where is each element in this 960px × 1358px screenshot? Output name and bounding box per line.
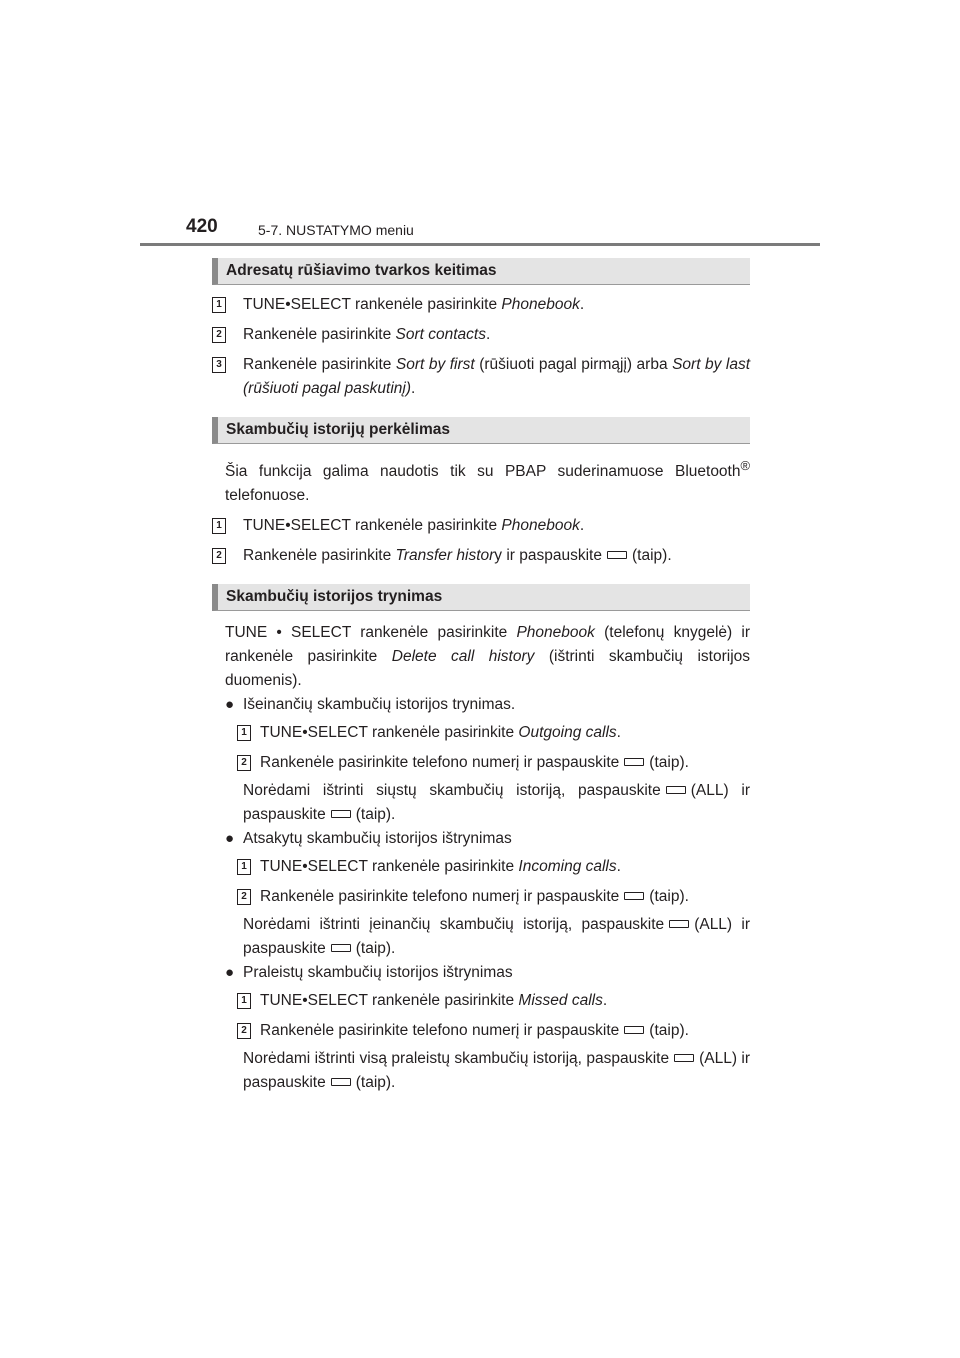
button-icon (607, 551, 627, 559)
note-text: Norėdami ištrinti įeinančių skambučių istoriją, paspauskite (ALL) ir paspauskite (taip). (243, 916, 750, 958)
step-3: 3 Rankenėle pasirinkite Sort by first (rūšiuoti pagal pirmąjį) arba Sort by last (rūšiuoti pagal paskutinį). (212, 353, 750, 401)
step-2: 2 Rankenėle pasirinkite telefono numerį ir paspauskite (taip). (212, 751, 750, 775)
bullet-item: ● Praleistų skambučių istorijos ištrynimas (212, 961, 750, 985)
button-icon (669, 920, 689, 928)
step-number: 2 (212, 548, 226, 564)
note-text: Norėdami ištrinti visą praleistų skambučių istoriją, paspauskite (ALL) ir paspauskite (taip). (243, 1050, 750, 1092)
button-icon (624, 758, 644, 766)
step-number: 2 (237, 1023, 251, 1039)
section-heading-transfer-history: Skambučių istorijų perkėlimas (212, 417, 750, 444)
bullet-item: ● Atsakytų skambučių istorijos ištrynimas (212, 827, 750, 851)
step-2: 2 Rankenėle pasirinkite Transfer history ir paspauskite (taip). (212, 544, 750, 568)
section-intro: TUNE • SELECT rankenėle pasirinkite Phonebook (telefonų knygelė) ir rankenėle pasirinkite Delete call history (ištrinti skambučių istorijos duomenis). (225, 624, 751, 690)
step-1: 1 TUNE•SELECT rankenėle pasirinkite Incoming calls. (212, 855, 750, 879)
header-rule (140, 243, 820, 246)
bullet-icon: ● (225, 830, 235, 848)
step-number: 3 (212, 357, 226, 373)
button-icon (331, 944, 351, 952)
button-icon (331, 810, 351, 818)
bullet-icon: ● (225, 964, 235, 982)
page-content (212, 258, 750, 1095)
section-heading-sort-order: Adresatų rūšiavimo tvarkos keitimas (212, 258, 750, 285)
button-icon (624, 892, 644, 900)
bullet-icon: ● (225, 696, 235, 714)
step-number: 1 (237, 859, 251, 875)
step-number: 2 (237, 889, 251, 905)
step-1: 1 TUNE•SELECT rankenėle pasirinkite Phonebook. (212, 514, 750, 538)
button-icon (674, 1054, 694, 1062)
step-number: 1 (237, 993, 251, 1009)
section-heading-delete-history: Skambučių istorijos trynimas (212, 584, 750, 611)
step-number: 1 (212, 297, 226, 313)
step-1: 1 TUNE•SELECT rankenėle pasirinkite Phonebook. (212, 293, 750, 317)
chapter-title: 5-7. NUSTATYMO meniu (258, 222, 414, 238)
step-number: 1 (237, 725, 251, 741)
button-icon (624, 1026, 644, 1034)
step-2: 2 Rankenėle pasirinkite telefono numerį ir paspauskite (taip). (212, 1019, 750, 1043)
button-icon (666, 786, 686, 794)
bullet-item: ● Išeinančių skambučių istorijos trynimas. (212, 693, 750, 717)
page-number: 420 (186, 216, 218, 237)
step-2: 2 Rankenėle pasirinkite Sort contacts. (212, 323, 750, 347)
button-icon (331, 1078, 351, 1086)
step-number: 1 (212, 518, 226, 534)
step-1: 1 TUNE•SELECT rankenėle pasirinkite Missed calls. (212, 989, 750, 1013)
step-number: 2 (212, 327, 226, 343)
step-1: 1 TUNE•SELECT rankenėle pasirinkite Outgoing calls. (212, 721, 750, 745)
note-text: Norėdami ištrinti siųstų skambučių istoriją, paspauskite (ALL) ir paspauskite (taip). (243, 782, 750, 824)
section-intro: Šia funkcija galima naudotis tik su PBAP suderinamuose Bluetooth® telefonuose. (225, 458, 750, 505)
step-2: 2 Rankenėle pasirinkite telefono numerį ir paspauskite (taip). (212, 885, 750, 909)
step-number: 2 (237, 755, 251, 771)
